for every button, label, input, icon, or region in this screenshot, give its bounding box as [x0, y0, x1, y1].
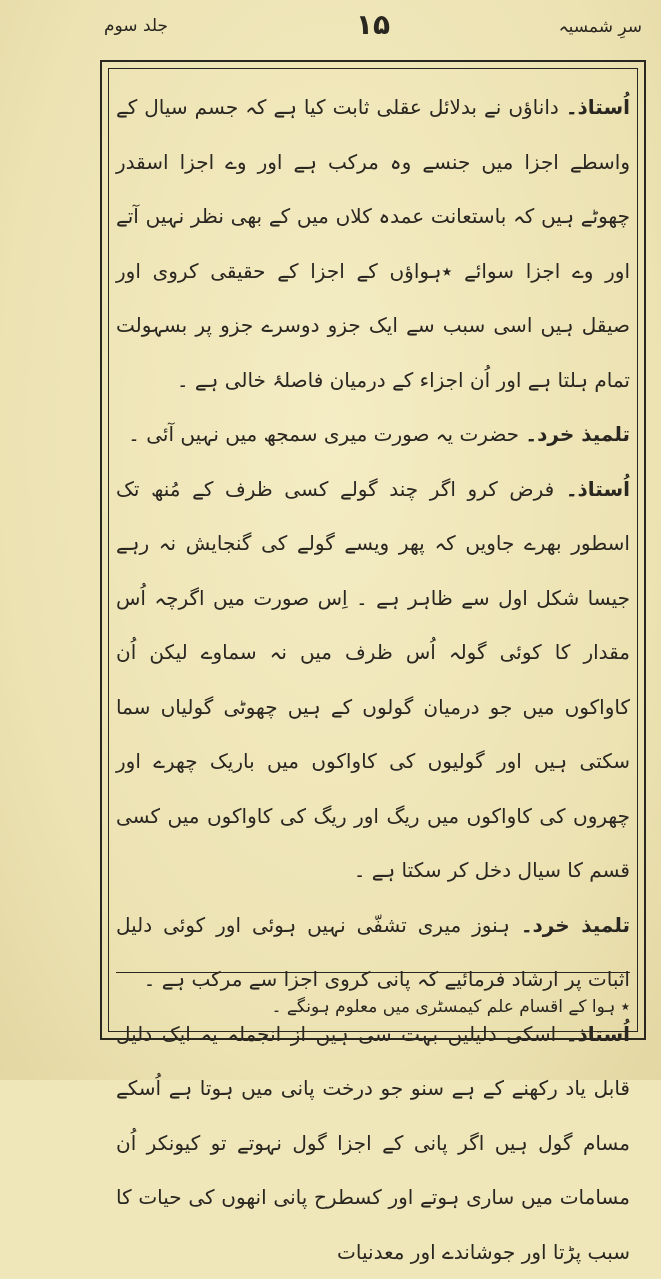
speaker-label: تلمیذ خرد۔: [521, 913, 630, 937]
page-border: [100, 60, 646, 1040]
speaker-label: اُستاذ۔: [566, 95, 630, 119]
paragraph-text: اسکی دلیلیں بہت سی ہیں از انجملہ یہ ایک دلیل قابل یاد رکھنے کے ہے سنو جو درخت پانی میں ہوتا ہے اُسکے مسام گول ہیں اگر پانی کے اجزا گول نہوتے تو کیونکر اُن مسامات میں ساری ہوتے اور کسطرح پانی انھوں کی حیات کا سبب پڑتا اور جوشاندے اور معدنیات: [116, 1022, 630, 1264]
paragraph-1: [116, 80, 630, 407]
paragraph-3: [116, 462, 630, 898]
speaker-label: اُستاذ۔: [566, 1022, 630, 1046]
paragraph-text: حضرت یہ صورت میری سمجھ میں نہیں آئی ۔: [128, 422, 519, 446]
page-number: ۱۵: [356, 8, 390, 41]
paragraph-text: داناؤں نے بدلائل عقلی ثابت کیا ہے کہ جسم سیال کے واسطے اجزا میں جنسے وہ مرکب ہے اور وے اجزا اسقدر چھوٹے ہیں کہ باستعانت عمدہ کلاں میں کے بھی نظر نہیں آتے اور وے اجزا سوائے ٭ہواؤں کے اجزا کے حقیقی کروی اور صیقل ہیں اسی سبب سے ایک جزو دوسرے جزو پر بسہولت تمام ہلتا ہے اور اُن اجزاء کے درمیان فاصلۂ خالی ہے ۔: [116, 95, 630, 392]
footnote: ٭ ہوا کے اقسام علم کیمسٹری میں معلوم ہونگے ۔: [116, 992, 630, 1022]
running-title: سرِ شمسیہ: [559, 16, 642, 37]
paragraph-text: ہنوز میری تشفّی نہیں ہوئی اور کوئی دلیل اثبات پر ارشاد فرمائیے کہ پانی کروی اجزا سے مرکب ہے ۔: [116, 913, 630, 992]
paragraph-2: [116, 407, 630, 462]
volume-label: جلد سوم: [104, 16, 168, 36]
page-header: [100, 8, 646, 52]
footnote-divider: [116, 972, 630, 973]
paragraph-5: [116, 1007, 630, 1279]
speaker-label: تلمیذ خرد۔: [525, 422, 630, 446]
body-text: [116, 80, 630, 1279]
paragraph-text: فرض کرو اگر چند گولے کسی ظرف کے مُنھ تک اسطور بھرے جاویں کہ پھر ویسے گولے کی گنجایش نہ رہے جیسا شکل اول سے ظاہر ہے ۔ اِس صورت میں اگرچہ اُس مقدار کا کوئی گولہ اُس ظرف میں نہ سماوے لیکن اُن کاواکوں میں جو درمیان گولوں کے ہیں چھوٹی گولیاں سما سکتی ہیں اور گولیوں کی کاواکوں میں باریک چھرے اور چھروں کی کاواکوں میں ریگ اور ریگ کی کاواکوں میں کسی قسم کا سیال دخل کر سکتا ہے ۔: [116, 477, 630, 883]
speaker-label: اُستاذ۔: [566, 477, 630, 501]
paragraph-4: [116, 898, 630, 1007]
